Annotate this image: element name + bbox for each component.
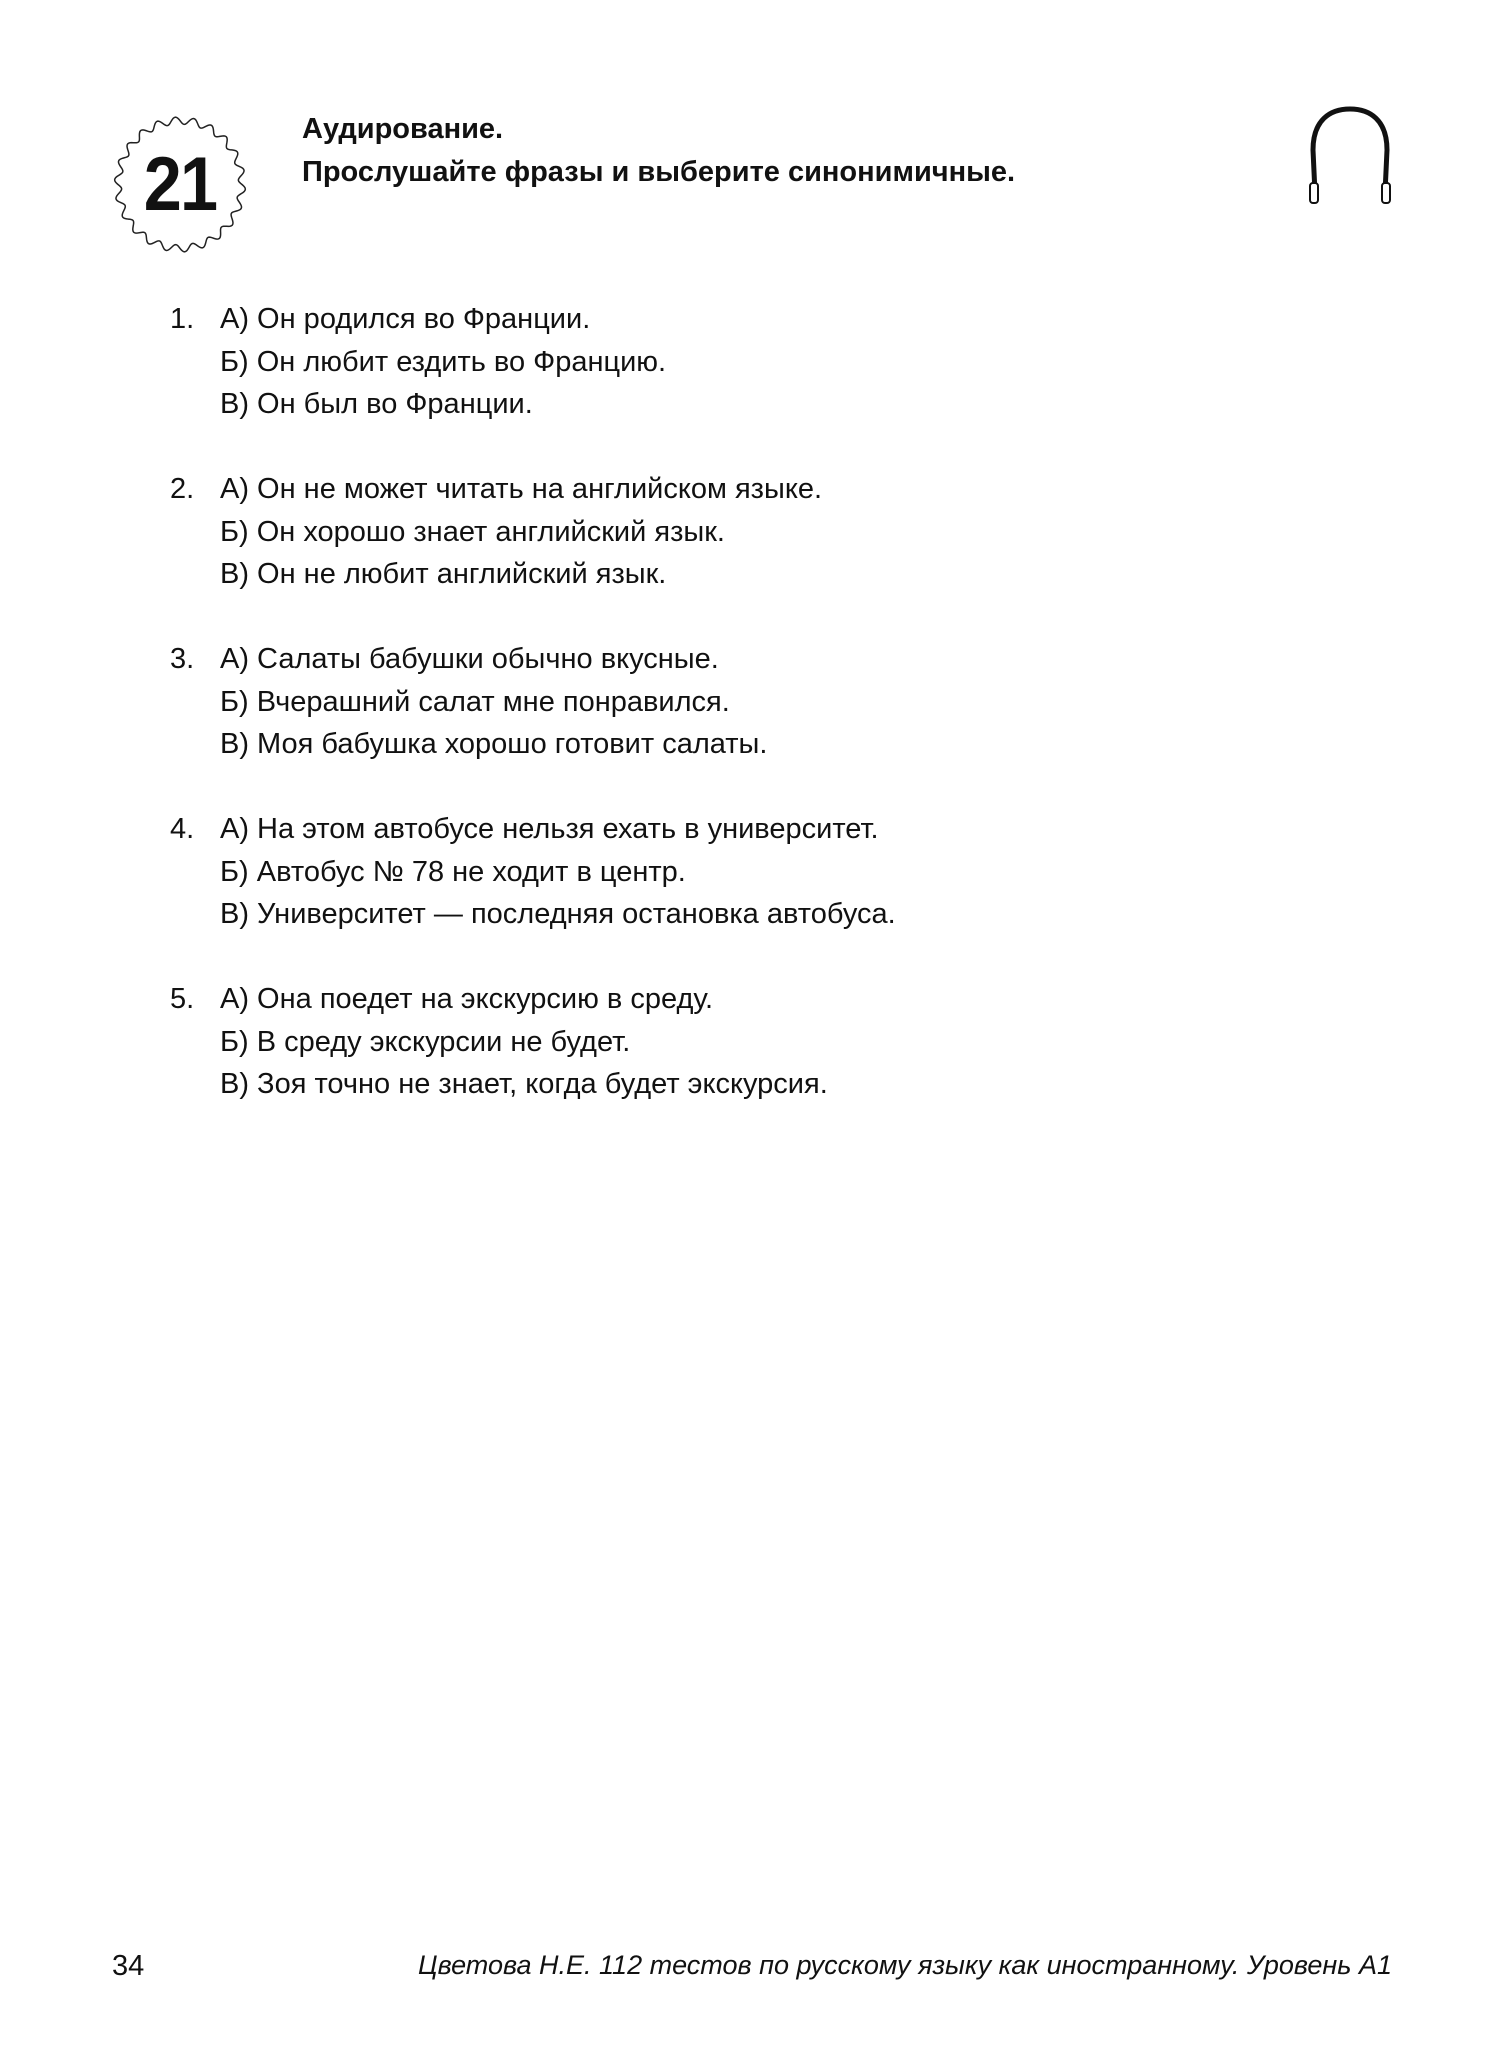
answer-options bbox=[220, 978, 828, 1106]
question-number: 2. bbox=[170, 473, 195, 505]
answer-options bbox=[220, 468, 822, 596]
question-number: 5. bbox=[170, 983, 195, 1015]
question-item bbox=[170, 298, 896, 426]
answer-options bbox=[220, 808, 896, 936]
question-number: 1. bbox=[170, 303, 195, 335]
question-number: 3. bbox=[170, 643, 195, 675]
answer-option: А) Она поедет на экскурсию в среду. bbox=[220, 983, 714, 1015]
answer-option: В) Университет — последняя остановка автобуса. bbox=[220, 898, 896, 930]
question-list bbox=[170, 298, 896, 1148]
page-number: 34 bbox=[112, 1950, 145, 1982]
exercise-number: 21 bbox=[143, 142, 217, 227]
answer-option: А) Он родился во Франции. bbox=[220, 303, 591, 335]
answer-option: А) Салаты бабушки обычно вкусные. bbox=[220, 643, 719, 675]
answer-options bbox=[220, 298, 666, 426]
answer-option: Б) Вчерашний салат мне понравился. bbox=[220, 685, 730, 718]
exercise-title: Аудирование. bbox=[302, 113, 504, 145]
book-citation: Цветова Н.Е. 112 тестов по русскому языку как иностранному. Уровень А1 bbox=[417, 1950, 1392, 1980]
question-number: 4. bbox=[170, 813, 195, 845]
answer-option: В) Зоя точно не знает, когда будет экскурсия. bbox=[220, 1068, 828, 1100]
answer-options bbox=[220, 638, 767, 766]
answer-option: В) Моя бабушка хорошо готовит салаты. bbox=[220, 728, 768, 760]
question-item bbox=[170, 468, 896, 596]
answer-option: А) Он не может читать на английском языке. bbox=[220, 473, 823, 505]
answer-option: А) На этом автобусе нельзя ехать в университет. bbox=[220, 813, 879, 845]
exercise-header bbox=[302, 108, 1015, 194]
answer-option: В) Он не любит английский язык. bbox=[220, 558, 667, 590]
question-item bbox=[170, 978, 896, 1106]
answer-option: Б) Он хорошо знает английский язык. bbox=[220, 515, 725, 548]
question-item bbox=[170, 808, 896, 936]
answer-option: Б) В среду экскурсии не будет. bbox=[220, 1025, 631, 1058]
answer-option: Б) Автобус № 78 не ходит в центр. bbox=[220, 855, 686, 888]
headphones-icon bbox=[1305, 105, 1395, 210]
question-item bbox=[170, 638, 896, 766]
answer-option: В) Он был во Франции. bbox=[220, 388, 533, 420]
exercise-instruction: Прослушайте фразы и выберите синонимичные. bbox=[302, 156, 1016, 188]
exercise-number-badge bbox=[110, 112, 250, 257]
answer-option: Б) Он любит ездить во Францию. bbox=[220, 345, 667, 378]
